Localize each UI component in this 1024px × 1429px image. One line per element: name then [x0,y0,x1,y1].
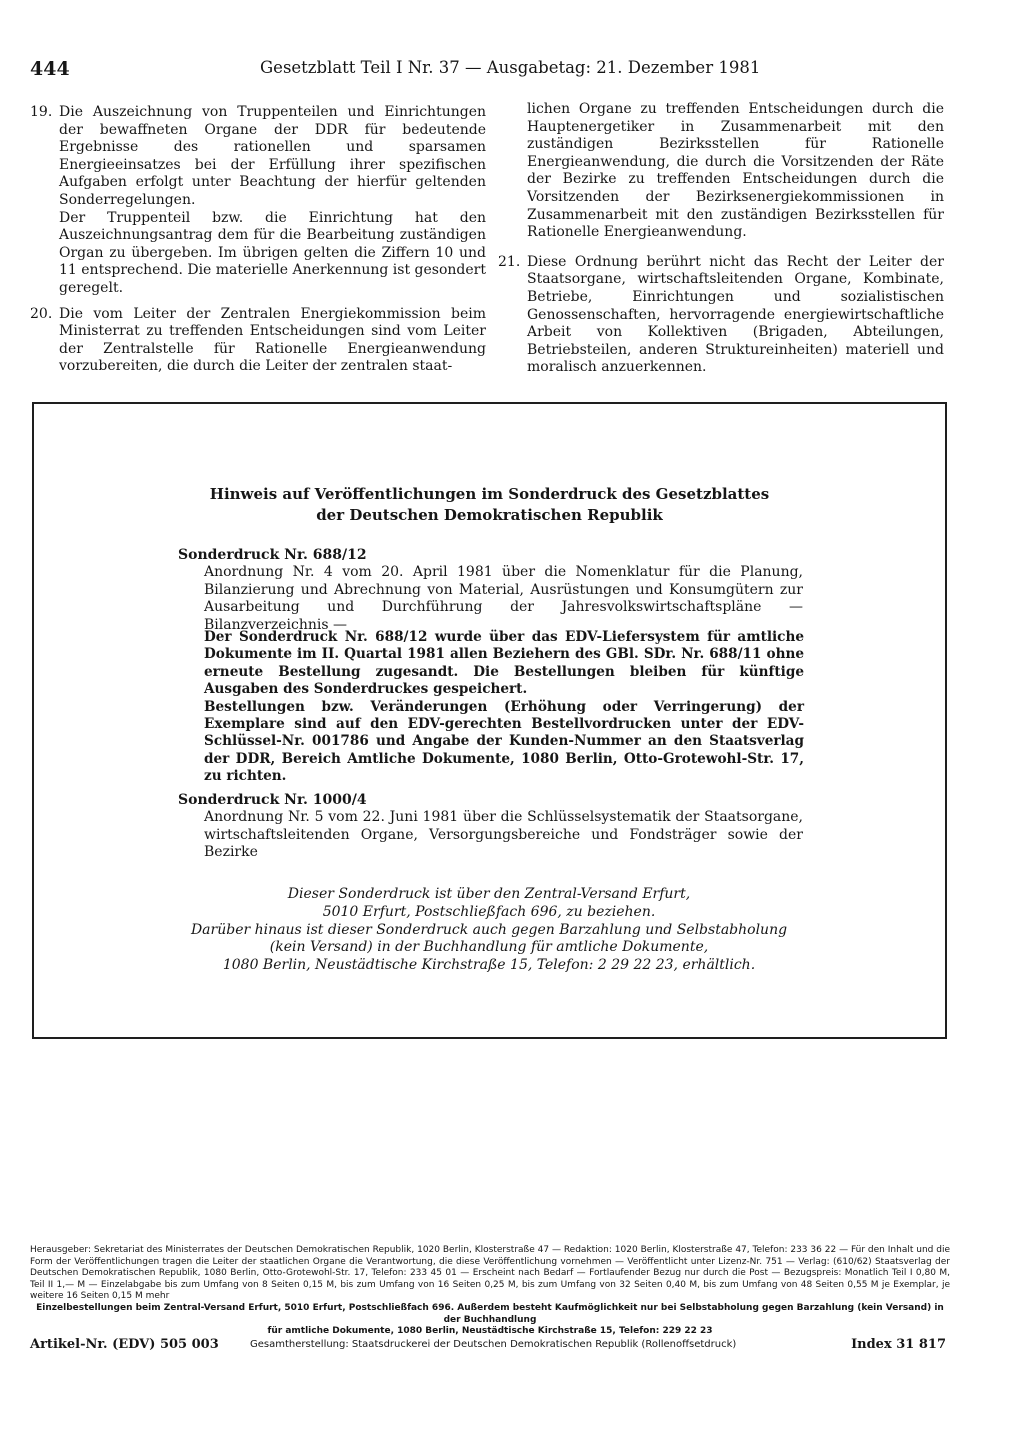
notice-box [32,402,947,1039]
ordering-info-line: (kein Versand) in der Buchhandlung für amtliche Dokumente, [269,939,709,956]
page-number: 444 [30,58,70,80]
item-number: 21. [498,253,521,270]
item-text: Diese Ordnung berührt nicht das Recht der Leiter der Staatsorgane, wirtschaftsleitenden Organe, Kombinate, Betriebe, Einrichtungen und sozialistischen Genossenschaften, hervorragende energiewirtschaftliche Arbeit von Kollektiven (Brigaden, Abteilungen, Betriebsteilen, anderen Struktureinheiten) materiell und moralisch anzuerkennen. [527,253,944,376]
ordering-info-line: 1080 Berlin, Neustädtische Kirchstraße 15, Telefon: 2 29 22 23, erhältlich. [222,957,756,974]
order-notice-text: Bestellungen bzw. Veränderungen (Erhöhung oder Verringerung) der Exemplare sind auf den EDV-gerechten Bestellvordrucken unter der EDV-Schlüssel-Nr. 001786 und Angabe der Kunden-Nummer an den Staatsverlag der DDR, Bereich Amtliche Dokumente, 1080 Berlin, Otto-Grotewohl-Str. 17, zu richten. [204,698,804,785]
notice-title-line-2: der Deutschen Demokratischen Republik [316,506,663,524]
delivery-notice [204,629,804,786]
item-19 [30,104,486,298]
ordering-info-line: Darüber hinaus ist dieser Sonderdruck auch gegen Barzahlung und Selbstabholung [190,921,788,938]
footer-bottom-line [30,1337,950,1355]
sonderdruck-description: Anordnung Nr. 4 vom 20. April 1981 über die Nomenklatur für die Planung, Bilanzierung und Abrechnung von Material, Ausrüstungen und Konsumgütern zur Ausarbeitung und Durchführung der Jahresvolkswirtschaftspläne — Bilanzverzeichnis — [204,564,803,633]
sonderdruck-description: Anordnung Nr. 5 vom 22. Juni 1981 über die Schlüsselsystematik der Staatsorgane, wirtschaftsleitenden Organe, Versorgungsbereiche und Fondsträger sowie der Bezirke [204,809,803,861]
sonderdruck-heading: Sonderdruck Nr. 688/12 [178,547,367,563]
article-number: Artikel-Nr. (EDV) 505 003 [30,1337,219,1352]
item-21 [498,254,944,377]
imprint [30,1245,950,1338]
imprint-order-line: Einzelbestellungen beim Zentral-Versand Erfurt, 5010 Erfurt, Postschließfach 696. Außerdem besteht Kaufmöglichkeit nur bei Selbstabholung gegen Barzahlung (kein Versand) in der Buchhandlung [36,1302,944,1325]
item-text: Die Auszeichnung von Truppenteilen und Einrichtungen der bewaffneten Organe der DDR für bedeutende Ergebnisse des rationellen und sparsamen Energieeinsatzes bei der Erfüllung ihrer spezifischen Aufgaben erfolgt unter Beachtung der hierfür geltenden Sonderregelungen. [59,104,486,208]
item-20 [30,306,486,376]
index-number: Index 31 817 [851,1337,946,1352]
sonderdruck-1000-4 [178,792,803,862]
item-text-continued: Der Truppenteil bzw. die Einrichtung hat den Auszeichnungsantrag dem für die Bearbeitung zuständigen Organ zu übergeben. Im übrigen gelten die Ziffern 10 und 11 entsprechend. Die materielle Anerkennung ist gesondert geregelt. [59,209,486,296]
imprint-order-line-2: für amtliche Dokumente, 1080 Berlin, Neustädtische Kirchstraße 15, Telefon: 229 22 23 [267,1326,713,1337]
printer-credit: Gesamtherstellung: Staatsdruckerei der Deutschen Demokratischen Republik (Rollenoffsetdruck) [250,1339,737,1350]
header-title: Gesetzblatt Teil I Nr. 37 — Ausgabetag: 21. Dezember 1981 [260,58,761,77]
item-number: 20. [30,305,53,322]
notice-title-line-1: Hinweis auf Veröffentlichungen im Sonderdruck des Gesetzblattes [209,485,770,503]
left-column [30,104,486,384]
ordering-info-line: 5010 Erfurt, Postschließfach 696, zu beziehen. [322,903,656,920]
right-column [498,101,944,385]
delivery-notice-text: Der Sonderdruck Nr. 688/12 wurde über das EDV-Liefersystem für amtliche Dokumente im II. Quartal 1981 allen Beziehern des GBl. SDr. Nr. 688/11 ohne erneute Bestellung zugesandt. Die Bestellungen bleiben für künftige Ausgaben des Sonderdruckes gespeichert. [204,629,804,698]
item-text: lichen Organe zu treffenden Entscheidungen durch die Hauptenergetiker in Zusammenarbeit mit den zuständigen Bezirksstellen für Rationelle Energieanwendung, die durch die Vorsitzenden der Räte der Bezirke zu treffenden Entscheidungen durch die Vorsitzenden der Bezirksenergiekommissionen in Zusammenarbeit mit den zuständigen Bezirksstellen für Rationelle Energieanwendung. [527,101,944,241]
notice-title [34,484,945,526]
ordering-info-line: Dieser Sonderdruck ist über den Zentral-Versand Erfurt, [287,886,691,902]
sonderdruck-heading: Sonderdruck Nr. 1000/4 [178,792,367,808]
sonderdruck-688-12 [178,547,803,634]
item-text: Die vom Leiter der Zentralen Energiekommission beim Ministerrat zu treffenden Entscheidungen sind vom Leiter der Zentralstelle für Rationelle Energieanwendung vorzubereiten, die durch die Leiter der zentralen staat- [59,305,486,375]
item-20-continuation [498,101,944,242]
ordering-info [174,886,804,975]
imprint-text: Herausgeber: Sekretariat des Ministerrates der Deutschen Demokratischen Republik, 1020 Berlin, Klosterstraße 47 — Redaktion: 1020 Berlin, Klosterstraße 47, Telefon: 233 36 22 — Für den Inhalt und die Form der Veröffentlichungen tragen die Leiter der staatlichen Organe die Verantwortung, die diese Veröffentlichung vornehmen — Veröffentlicht unter Lizenz-Nr. 751 — Verlag: (610/62) Staatsverlag der Deutschen Demokratischen Republik, 1080 Berlin, Otto-Grotewohl-Str. 17, Telefon: 233 45 01 — Erscheint nach Bedarf — Fortlaufender Bezug nur durch die Post — Bezugspreis: Monatlich Teil I 0,80 M, Teil II 1,— M — Einzelabgabe bis zum Umfang von 8 Seiten 0,15 M, bis zum Umfang von 16 Seiten 0,25 M, bis zum Umfang von 32 Seiten 0,40 M, bis zum Umfang von 48 Seiten 0,55 M je Exemplar, je weitere 16 Seiten 0,15 M mehr [30,1245,950,1302]
item-number: 19. [30,104,53,120]
